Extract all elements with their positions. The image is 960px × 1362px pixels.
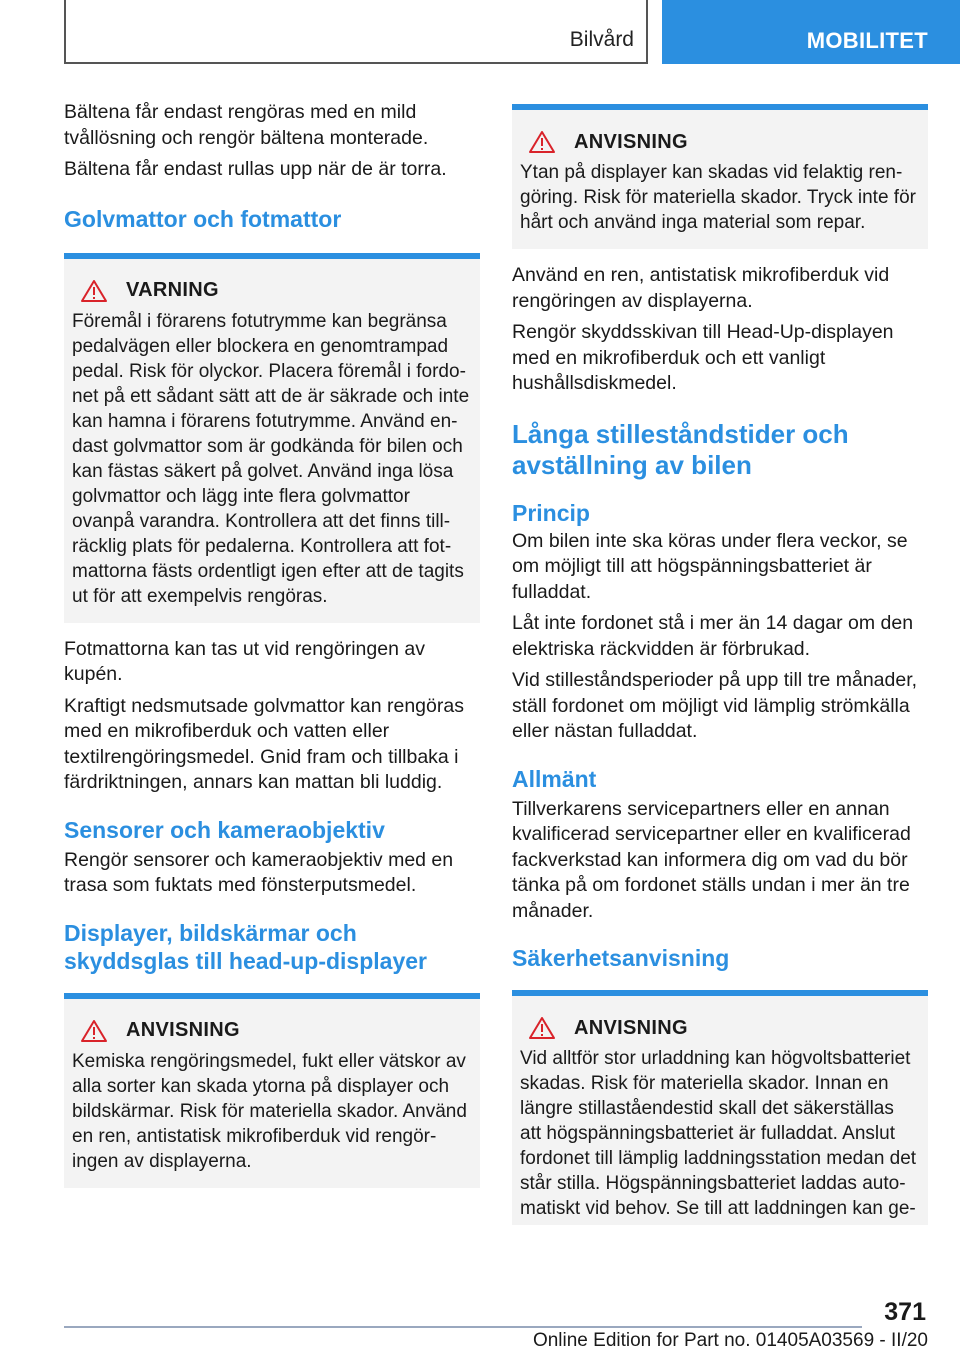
section-heading-safety: Säkerhetsanvisning [512, 945, 730, 971]
section-heading-displays: Displayer, bildskärmar och skyddsglas till head-up-displayer [64, 919, 427, 974]
warning-triangle-icon [80, 1019, 108, 1043]
chapter-heading-long-standstill: Långa stilleståndstider och avställning av bilen [512, 418, 849, 480]
section-heading-general: Allmänt [512, 765, 597, 792]
header-chapter-label: MOBILITET [806, 28, 928, 53]
notice-box [512, 104, 928, 249]
notice-box-header [72, 1019, 470, 1043]
notice-box-text: Kemiska rengöringsmedel, fukt eller vätskor av alla sorter kan skada ytorna på displayer och bildskärmar. Risk för materiella skador. Använd en ren, antistatisk mikrofiberduk vid rengöringen av displayerna. [72, 1050, 467, 1172]
notice-box-text: Vid alltför stor urladdning kan högvoltsbatteriet skadas. Risk för materiella skador. Innan en längre stillaståendestid skall det säkerställas att högspänningsbatteriet är fulladdat. Anslut fordonet till lämplig laddningsstation medan det står stilla. Högspänningsbatteriet laddas automatiskt vid behov. Se till att laddningen kan ge- [520, 1048, 917, 1219]
notice-box-title: ANVISNING [126, 1019, 240, 1041]
notice-box-title: ANVISNING [574, 130, 688, 153]
paragraph: Fotmattorna kan tas ut vid rengöringen av kupén. [64, 637, 425, 685]
paragraph: Bältena får endast rullas upp när de är torra. [64, 158, 447, 180]
section-heading-principle: Princip [512, 499, 590, 526]
paragraph: Rengör skyddsskivan till Head-Up-displayen med en mikrofiberduk och ett vanligt hushållsdiskmedel. [512, 321, 894, 394]
notice-box-header [520, 1016, 918, 1040]
page-number: 371 [884, 1298, 926, 1326]
paragraph: Om bilen inte ska köras under flera veckor, se om möjligt till att högspänningsbatteriet är fulladdat. [512, 529, 908, 603]
paragraph: Tillverkarens servicepartners eller en annan kvalificerad servicepartner eller en kvalificerad fackverkstad kan informera dig om vad du bör tänka på om fordonet ställs undan i mer än tre månader. [512, 797, 911, 922]
paragraph: Vid stilleståndsperioder på upp till tre månader, ställ fordonet om möjligt vid lämplig strömkälla eller nästan fulladdat. [512, 669, 918, 742]
warning-triangle-icon [80, 279, 108, 303]
notice-box [64, 993, 480, 1188]
warning-triangle-icon [528, 1016, 556, 1040]
paragraph: Låt inte fordonet stå i mer än 14 dagar om den elektriska räckvidden är förbrukad. [512, 612, 914, 660]
left-column [64, 100, 480, 1202]
footer-edition: Online Edition for Part no. 01405A03569 - II/20 [532, 1330, 928, 1351]
notice-box [512, 990, 928, 1225]
header-chapter-tab [662, 0, 960, 64]
warning-box-text: Föremål i förarens fotutrymme kan begränsa pedalvägen eller blockera en genomtrampad pedal. Risk för olyckor. Placera föremål i fordonet på ett sådant sätt att de är säkrade och inte kan hamna i förarens fotutrymme. Använd endast golvmattor som är godkända för bilen och kan fästas säkert på golvet. Använd inga lösa golvmattor och lägg inte flera golvmattor ovanpå varandra. Kontrollera att det finns tillräcklig plats för pedalerna. Kontrollera att fotmattorna fästs ordentligt igen efter att de tagits ut för att exempelvis rengöras. [72, 310, 470, 607]
warning-triangle-icon [528, 130, 556, 154]
paragraph: Kraftigt nedsmutsade golvmattor kan rengöras med en mikrofiberduk och vatten eller textilrengöringsmedel. Gnid fram och tillbaka i färdriktningen, annars kan mattan bli luddig. [64, 694, 464, 793]
section-heading-sensors: Sensorer och kameraobjektiv [64, 816, 385, 843]
paragraph: Rengör sensorer och kameraobjektiv med en trasa som fuktats med fönsterputsmedel. [64, 848, 454, 896]
warning-box [64, 253, 480, 623]
notice-box-title: ANVISNING [574, 1016, 688, 1039]
notice-box-header [520, 130, 918, 154]
header-section-tab [64, 0, 648, 64]
header-section-label: Bilvård [569, 28, 634, 51]
section-heading-floor-mats: Golvmattor och fotmattor [64, 205, 342, 232]
warning-box-header [72, 279, 470, 303]
footer-divider [64, 1326, 862, 1328]
notice-box-text: Ytan på displayer kan skadas vid felaktig rengöring. Risk för materiella skador. Tryck inte för hårt och använd inga material som repar. [520, 162, 916, 233]
right-column [512, 100, 928, 1239]
warning-box-title: VARNING [126, 279, 219, 301]
paragraph: Använd en ren, antistatisk mikrofiberduk vid rengöringen av displayerna. [512, 264, 890, 312]
paragraph: Bältena får endast rengöras med en mild tvållösning och rengör bältena monterade. [64, 101, 429, 149]
